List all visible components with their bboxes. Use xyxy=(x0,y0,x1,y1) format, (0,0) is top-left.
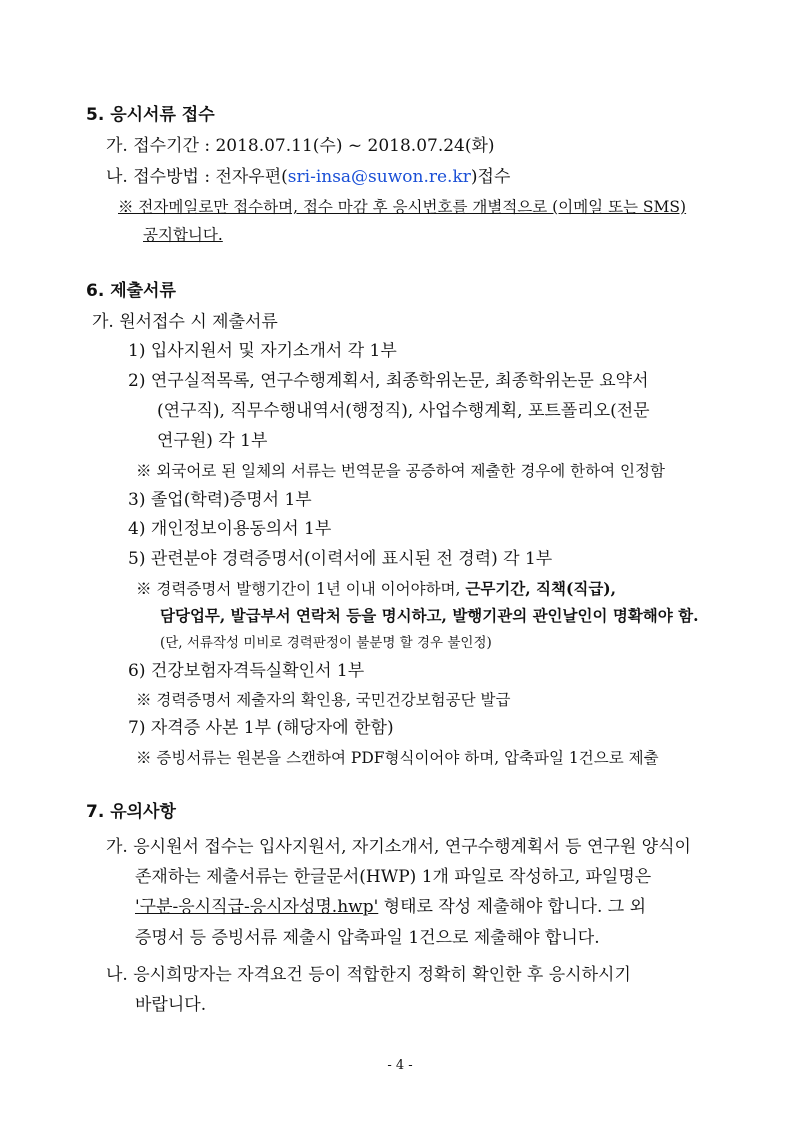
doc-item-6: 6) 건강보험자격득실확인서 1부 xyxy=(128,661,365,681)
doc-item-2-line-1: 2) 연구실적목록, 연구수행계획서, 최종학위논문, 최종학위논문 요약서 xyxy=(128,371,649,391)
doc-item-2-line-3: 연구원) 각 1부 xyxy=(157,431,268,451)
career-note-line-2: 담당업무, 발급부서 연락처 등을 명시하고, 발행기관의 관인날인이 명확해야 함. xyxy=(160,606,699,625)
career-note-line-1 xyxy=(136,578,616,600)
application-docs-subheading: 가. 원서접수 시 제출서류 xyxy=(92,312,278,332)
submission-method-prefix: 나. 접수방법 : 전자우편( xyxy=(106,167,288,187)
career-note-bold-1: 근무기간, 직책(직급), xyxy=(465,579,617,598)
health-insurance-note: ※ 경력증명서 제출자의 확인용, 국민건강보험공단 발급 xyxy=(136,691,511,709)
section-7-heading: 7. 유의사항 xyxy=(86,802,176,822)
doc-item-4: 4) 개인정보이용동의서 1부 xyxy=(128,519,332,539)
email-note-line-1: ※ 전자메일로만 접수하며, 접수 마감 후 응시번호를 개별적으로 (이메일 또는 SMS) xyxy=(118,198,687,216)
notice-b-line-1: 나. 응시희망자는 자격요건 등이 적합한지 정확히 확인한 후 응시하시기 xyxy=(106,965,631,985)
doc-item-5: 5) 관련분야 경력증명서(이력서에 표시된 전 경력) 각 1부 xyxy=(128,549,553,569)
section-5-heading: 5. 응시서류 접수 xyxy=(86,105,215,125)
notice-b-line-2: 바랍니다. xyxy=(135,995,207,1015)
email-note-line-2: 공지합니다. xyxy=(143,226,223,244)
section-6-heading: 6. 제출서류 xyxy=(86,281,176,301)
email-link[interactable]: sri-insa@suwon.re.kr xyxy=(287,167,471,187)
doc-item-3: 3) 졸업(학력)증명서 1부 xyxy=(128,490,312,510)
evidence-docs-note: ※ 증빙서류는 원본을 스캔하여 PDF형식이어야 하며, 압축파일 1건으로 제출 xyxy=(136,749,659,767)
career-note-line-3: (단, 서류작성 미비로 경력판정이 불분명 할 경우 불인정) xyxy=(160,635,492,651)
submission-period: 가. 접수기간 : 2018.07.11(수) ~ 2018.07.24(화) xyxy=(106,136,495,156)
doc-item-7: 7) 자격증 사본 1부 (해당자에 한함) xyxy=(128,718,394,738)
submission-method xyxy=(106,166,510,188)
foreign-docs-note: ※ 외국어로 된 일체의 서류는 번역문을 공증하여 제출한 경우에 한하여 인정함 xyxy=(136,462,665,480)
career-note-prefix: ※ 경력증명서 발행기간이 1년 이내 이어야하며, xyxy=(136,580,466,598)
notice-a-line-2: 존재하는 제출서류는 한글문서(HWP) 1개 파일로 작성하고, 파일명은 xyxy=(135,867,652,887)
doc-item-1: 1) 입사지원서 및 자기소개서 각 1부 xyxy=(128,341,397,361)
notice-a-line-1: 가. 응시원서 접수는 입사지원서, 자기소개서, 연구수행계획서 등 연구원 양식이 xyxy=(106,837,691,857)
doc-item-2-line-2: (연구직), 직무수행내역서(행정직), 사업수행계획, 포트폴리오(전문 xyxy=(157,401,650,421)
page-number: - 4 - xyxy=(387,1058,413,1073)
notice-a-line-3-rest: 형태로 작성 제출해야 합니다. 그 외 xyxy=(378,897,646,917)
notice-a-line-3 xyxy=(135,896,646,918)
filename-format: '구분-응시직급-응시자성명.hwp' xyxy=(135,897,379,917)
notice-a-line-4: 증명서 등 증빙서류 제출시 압축파일 1건으로 제출해야 합니다. xyxy=(135,928,600,948)
submission-method-suffix: )접수 xyxy=(470,167,511,187)
